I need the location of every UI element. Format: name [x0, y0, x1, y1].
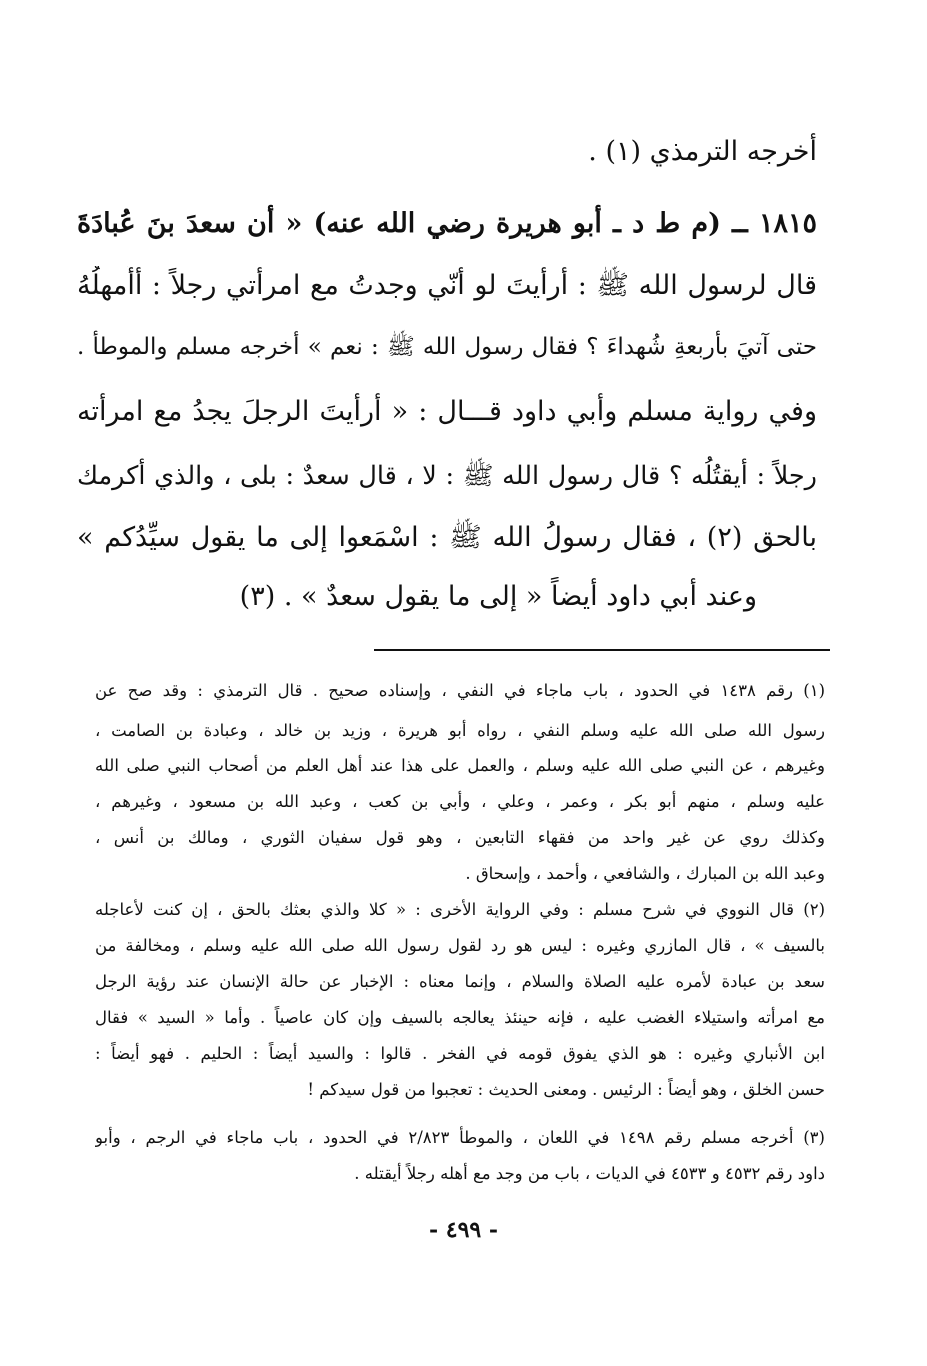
body-line-8: وعند أبي داود أيضاً « إلى ما يقول سعدٌ » . (٣) [239, 581, 757, 612]
footnote-separator [374, 649, 830, 651]
body-line-6: رجلاً : أيقتُلُه ؟ قال رسول الله ﷺ : لا ، قال سعدٌ : بلى ، والذي أكرمك [77, 461, 817, 491]
body-line-5: وفي رواية مسلم وأبي داود قـــال : « أرأيتَ الرجلَ يجدُ مع امرأته [77, 396, 817, 427]
footnote-line-8: بالسيف » ، قال المازري وغيره : ليس هو رد لقول رسول الله صلى الله عليه وسلم ، ومخالفة من [95, 936, 825, 955]
footnote-line-14: داود رقم ٤٥٣٢ و ٤٥٣٣ في الديات ، باب من وجد مع أهله رجلاً أيقتله . [354, 1164, 825, 1183]
footnote-line-9: سعد بن عبادة لأمره عليه الصلاة والسلام ، وإنما معناه : الإخبار عن حالة الإنسان عند رؤية الرجل [95, 972, 825, 991]
body-line-3: قال لرسول الله ﷺ : أرأيتَ لو أنّي وجدتُ مع امرأتي رجلاً : أأُمهلُهُ [77, 270, 817, 301]
body-line-7: بالحق (٢) ، فقال رسولُ الله ﷺ : اسْمَعوا إلى ما يقول سيِّدُكم » [77, 522, 817, 553]
footnote-line-10: مع امرأته واستيلاء الغضب عليه ، فإنه حينئذ يعالجه بالسيف وإن كان عاصياً . وأما « السيد » فقال [95, 1008, 825, 1027]
footnote-line-3: وغيرهم ، عن النبي صلى الله عليه وسلم ، والعمل على هذا عند أهل العلم من أصحاب النبي صلى الله [95, 756, 825, 775]
footnote-line-5: وكذلك روي عن غير واحد من فقهاء التابعين ، وهو قول سفيان الثوري ، ومالك بن أنس ، [95, 828, 825, 847]
footnote-line-11: ابن الأنباري وغيره : هو الذي يفوق قومه في الفخر . قالوا : والسيد أيضاً : الحليم . فهو أيضاً : [95, 1044, 825, 1063]
body-line-1: أخرجه الترمذي (١) . [588, 136, 817, 167]
footnote-line-7: (٢) قال النووي في شرح مسلم : وفي الرواية الأخرى : « كلا والذي بعثك بالحق ، إن كنت لأعاجله [95, 900, 825, 919]
body-line-4: حتى آتيَ بأربعةِ شُهداءَ ؟ فقال رسول الله ﷺ : نعم » أخرجه مسلم والموطأ . [77, 334, 817, 360]
hadith-heading-line: ١٨١٥ ــ (م ط د ـ أبو هريرة رضي الله عنه) « أن سعدَ بنَ عُبادَةَ [77, 208, 817, 239]
footnote-line-12: حسن الخلق ، وهو أيضاً : الرئيس . ومعنى الحديث : تعجبوا من قول سيدكم ! [307, 1080, 825, 1099]
footnote-line-13: (٣) أخرجه مسلم رقم ١٤٩٨ في اللعان ، والموطأ ٢/٨٢٣ في الحدود ، باب ماجاء في الرجم ، وأبو [95, 1128, 825, 1147]
footnote-line-6: وعبد الله بن المبارك ، والشافعي ، وأحمد ، وإسحاق . [465, 864, 825, 883]
footnote-line-1: (١) رقم ١٤٣٨ في الحدود ، باب ماجاء في النفي ، وإسناده صحيح . قال الترمذي : وقد صح عن [95, 681, 825, 700]
page-number: - ٤٩٩ - [428, 1217, 499, 1243]
footnote-line-2: رسول الله صلى الله عليه وسلم النفي ، رواه أبو هريرة ، وزيد بن خالد ، وعبادة بن الصامت ، [95, 721, 825, 740]
footnote-line-4: عليه وسلم ، منهم أبو بكر ، وعمر ، وعلي ، وأبي بن كعب ، وعبد الله بن مسعود ، وغيرهم ، [95, 792, 825, 811]
